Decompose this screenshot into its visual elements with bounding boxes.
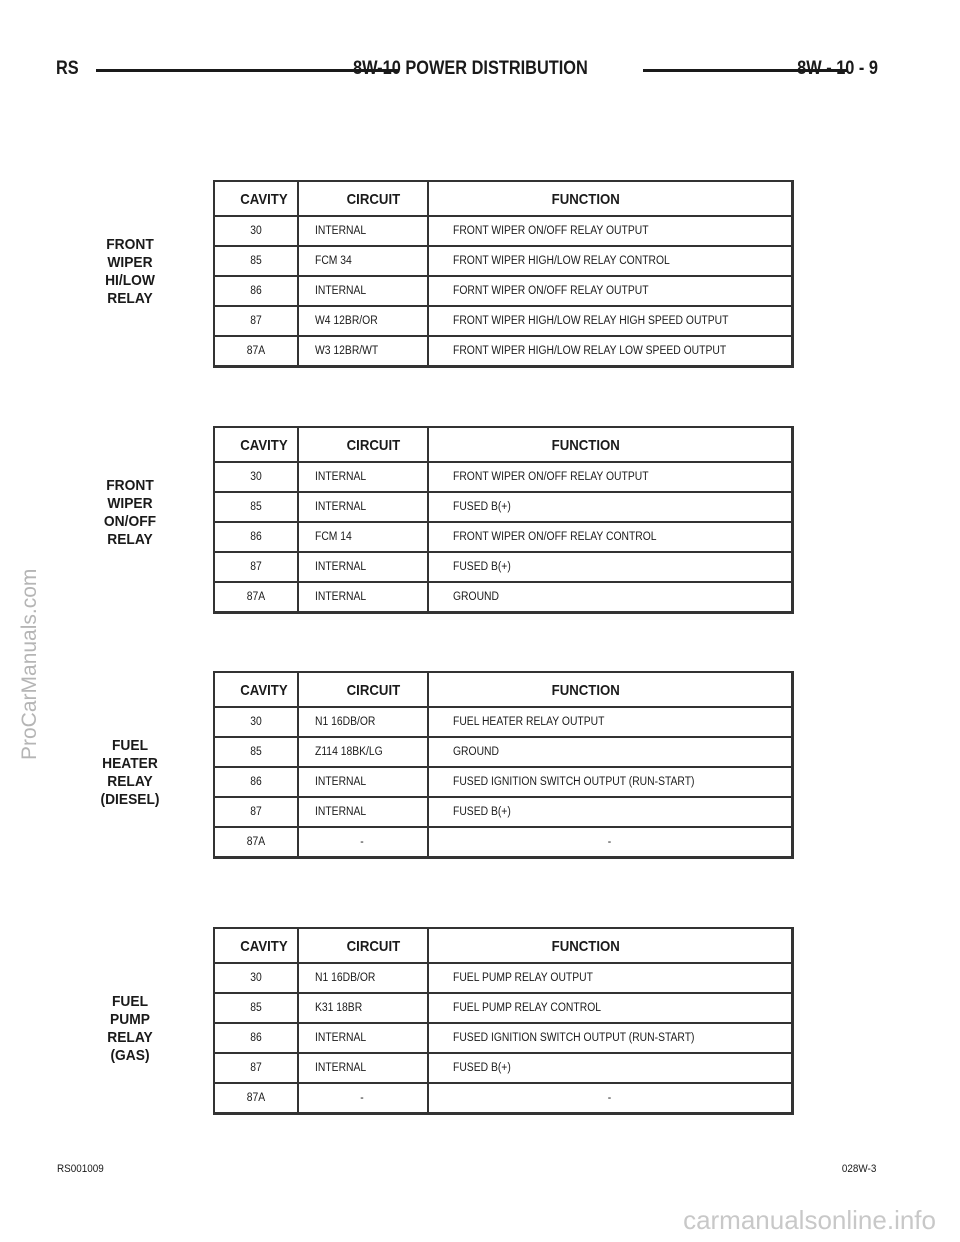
cavity-column-header: CAVITY bbox=[240, 938, 288, 955]
cavity-cell: 87 bbox=[250, 1062, 262, 1074]
function-column-header: FUNCTION bbox=[551, 437, 620, 454]
table-row bbox=[215, 523, 791, 553]
function-column-header: FUNCTION bbox=[551, 682, 620, 699]
cavity-cell: 86 bbox=[250, 776, 262, 788]
relay-label-line: PUMP bbox=[110, 1011, 150, 1028]
circuit-cell: INTERNAL bbox=[315, 591, 367, 603]
cavity-table bbox=[213, 927, 794, 1115]
function-cell: FRONT WIPER ON/OFF RELAY OUTPUT bbox=[453, 225, 649, 237]
relay-label-line: FRONT bbox=[106, 236, 154, 253]
table-row bbox=[215, 1054, 791, 1084]
function-cell: GROUND bbox=[453, 591, 500, 603]
function-cell: FRONT WIPER HIGH/LOW RELAY HIGH SPEED OUTPUT bbox=[453, 315, 729, 327]
circuit-cell: INTERNAL bbox=[315, 285, 367, 297]
relay-label bbox=[61, 993, 199, 1065]
circuit-column-header: CIRCUIT bbox=[346, 938, 401, 955]
table-row bbox=[215, 277, 791, 307]
relay-label bbox=[61, 236, 199, 308]
relay-label-line: RELAY bbox=[107, 531, 153, 548]
circuit-cell: INTERNAL bbox=[315, 501, 367, 513]
circuit-cell: W4 12BR/OR bbox=[315, 315, 378, 327]
page-number: 8W - 10 - 9 bbox=[797, 58, 878, 79]
function-cell: FUEL HEATER RELAY OUTPUT bbox=[453, 716, 605, 728]
table-row bbox=[215, 994, 791, 1024]
relay-label bbox=[61, 737, 199, 809]
relay-label-line: RELAY bbox=[107, 290, 153, 307]
table-header-row bbox=[215, 929, 791, 964]
cavity-column-header: CAVITY bbox=[240, 682, 288, 699]
circuit-cell: INTERNAL bbox=[315, 806, 367, 818]
section-code: RS bbox=[56, 58, 79, 79]
table-row bbox=[215, 493, 791, 523]
circuit-cell: INTERNAL bbox=[315, 561, 367, 573]
relay-label-line: (GAS) bbox=[110, 1047, 150, 1064]
circuit-cell: FCM 14 bbox=[315, 531, 352, 543]
function-column-header: FUNCTION bbox=[551, 191, 620, 208]
relay-label-line: WIPER bbox=[107, 495, 153, 512]
cavity-table bbox=[213, 426, 794, 614]
function-cell: FUEL PUMP RELAY OUTPUT bbox=[453, 972, 593, 984]
table-row bbox=[215, 1024, 791, 1054]
table-header-row bbox=[215, 673, 791, 708]
table-header-row bbox=[215, 428, 791, 463]
circuit-cell: INTERNAL bbox=[315, 1032, 367, 1044]
cavity-table bbox=[213, 671, 794, 859]
relay-label-line: RELAY bbox=[107, 1029, 153, 1046]
cavity-cell: 86 bbox=[250, 285, 262, 297]
function-cell: FRONT WIPER HIGH/LOW RELAY CONTROL bbox=[453, 255, 670, 267]
circuit-cell: Z114 18BK/LG bbox=[315, 746, 383, 758]
page-header bbox=[56, 58, 878, 84]
table-row bbox=[215, 798, 791, 828]
circuit-column-header: CIRCUIT bbox=[346, 682, 401, 699]
cavity-cell: 85 bbox=[250, 255, 262, 267]
circuit-cell: - bbox=[360, 836, 364, 848]
circuit-cell: K31 18BR bbox=[315, 1002, 363, 1014]
relay-label-line: HI/LOW bbox=[105, 272, 155, 289]
function-cell: FUSED IGNITION SWITCH OUTPUT (RUN-START) bbox=[453, 776, 695, 788]
circuit-cell: INTERNAL bbox=[315, 225, 367, 237]
cavity-cell: 86 bbox=[250, 1032, 262, 1044]
bottom-watermark: carmanualsonline.info bbox=[683, 1205, 936, 1235]
table-row bbox=[215, 217, 791, 247]
circuit-cell: N1 16DB/OR bbox=[315, 716, 376, 728]
circuit-cell: - bbox=[360, 1092, 364, 1104]
cavity-cell: 87 bbox=[250, 806, 262, 818]
circuit-cell: W3 12BR/WT bbox=[315, 345, 379, 357]
function-cell: - bbox=[607, 1092, 612, 1104]
table-header-row bbox=[215, 182, 791, 217]
cavity-cell: 87A bbox=[246, 345, 266, 357]
circuit-cell: INTERNAL bbox=[315, 776, 367, 788]
table-row bbox=[215, 583, 791, 611]
cavity-table bbox=[213, 180, 794, 368]
side-watermark: ProCarManuals.com bbox=[18, 568, 41, 760]
function-cell: - bbox=[607, 836, 612, 848]
function-cell: FUSED B(+) bbox=[453, 561, 511, 573]
circuit-column-header: CIRCUIT bbox=[346, 437, 401, 454]
relay-label-line: FUEL bbox=[111, 737, 149, 754]
relay-label-line: FRONT bbox=[106, 477, 154, 494]
table-row bbox=[215, 1084, 791, 1112]
relay-label-line: ON/OFF bbox=[103, 513, 157, 530]
circuit-cell: FCM 34 bbox=[315, 255, 352, 267]
cavity-cell: 30 bbox=[250, 716, 262, 728]
function-cell: FUSED B(+) bbox=[453, 1062, 511, 1074]
cavity-cell: 30 bbox=[250, 225, 262, 237]
table-row bbox=[215, 964, 791, 994]
table-row bbox=[215, 738, 791, 768]
function-cell: FUSED B(+) bbox=[453, 806, 511, 818]
cavity-cell: 30 bbox=[250, 471, 262, 483]
relay-label-line: HEATER bbox=[102, 755, 158, 772]
cavity-cell: 85 bbox=[250, 1002, 262, 1014]
function-cell: FORNT WIPER ON/OFF RELAY OUTPUT bbox=[453, 285, 649, 297]
table-row bbox=[215, 708, 791, 738]
table-row bbox=[215, 247, 791, 277]
relay-label bbox=[61, 477, 199, 549]
figure-id: RS001009 bbox=[57, 1163, 104, 1175]
function-cell: FUSED B(+) bbox=[453, 501, 511, 513]
circuit-cell: INTERNAL bbox=[315, 1062, 367, 1074]
cavity-cell: 30 bbox=[250, 972, 262, 984]
cavity-cell: 87 bbox=[250, 315, 262, 327]
cavity-cell: 87A bbox=[246, 836, 266, 848]
circuit-column-header: CIRCUIT bbox=[346, 191, 401, 208]
function-cell: FUSED IGNITION SWITCH OUTPUT (RUN-START) bbox=[453, 1032, 695, 1044]
cavity-column-header: CAVITY bbox=[240, 191, 288, 208]
relay-label-line: (DIESEL) bbox=[100, 791, 160, 808]
cavity-cell: 87 bbox=[250, 561, 262, 573]
table-row bbox=[215, 337, 791, 365]
cavity-cell: 87A bbox=[246, 591, 266, 603]
relay-label-line: RELAY bbox=[107, 773, 153, 790]
table-row bbox=[215, 463, 791, 493]
table-row bbox=[215, 553, 791, 583]
function-cell: FUEL PUMP RELAY CONTROL bbox=[453, 1002, 602, 1014]
cavity-cell: 85 bbox=[250, 746, 262, 758]
cavity-cell: 86 bbox=[250, 531, 262, 543]
table-row bbox=[215, 307, 791, 337]
function-cell: FRONT WIPER HIGH/LOW RELAY LOW SPEED OUTPUT bbox=[453, 345, 727, 357]
function-column-header: FUNCTION bbox=[551, 938, 620, 955]
relay-label-line: WIPER bbox=[107, 254, 153, 271]
circuit-cell: INTERNAL bbox=[315, 471, 367, 483]
cavity-cell: 87A bbox=[246, 1092, 266, 1104]
function-cell: GROUND bbox=[453, 746, 500, 758]
cavity-column-header: CAVITY bbox=[240, 437, 288, 454]
page-title: 8W-10 POWER DISTRIBUTION bbox=[353, 58, 588, 79]
figure-ref: 028W-3 bbox=[841, 1163, 876, 1175]
function-cell: FRONT WIPER ON/OFF RELAY OUTPUT bbox=[453, 471, 649, 483]
table-row bbox=[215, 828, 791, 856]
function-cell: FRONT WIPER ON/OFF RELAY CONTROL bbox=[453, 531, 657, 543]
cavity-cell: 85 bbox=[250, 501, 262, 513]
relay-label-line: FUEL bbox=[111, 993, 149, 1010]
table-row bbox=[215, 768, 791, 798]
circuit-cell: N1 16DB/OR bbox=[315, 972, 376, 984]
